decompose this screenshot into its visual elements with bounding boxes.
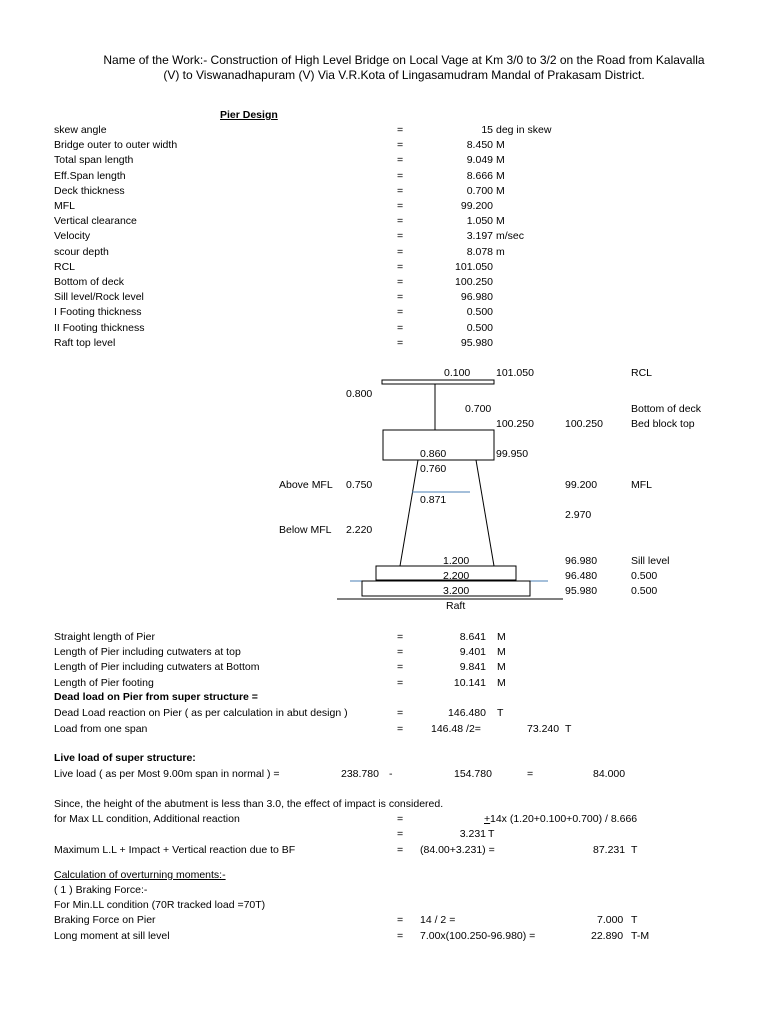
sill-level-label: Sill level (631, 555, 670, 567)
length-equals: = (397, 661, 404, 674)
param-equals: = (397, 215, 404, 228)
param-value: 0.500 (466, 321, 493, 334)
param-equals: = (397, 245, 404, 258)
param-value: 96.980 (460, 291, 493, 304)
bed-level-a: 100.250 (496, 418, 534, 430)
sill-level: 96.980 (565, 555, 598, 567)
length-value: 10.141 (453, 676, 486, 689)
param-value: 9.049 (466, 154, 493, 167)
param-equals: = (397, 184, 404, 197)
param-value: 0.500 (466, 306, 493, 319)
max-ll-value: 87.231 (593, 844, 626, 856)
work-title-line-1: Name of the Work:- Construction of High Level Bridge on Local Vage at Km 3/0 to 3/2 on the Road from Kalavalla (103, 53, 705, 67)
height-2970: 2.970 (565, 509, 592, 521)
param-unit: deg in skew (496, 124, 552, 136)
param-label: Eff.Span length (54, 169, 126, 182)
pier-top-width: 0.760 (420, 463, 447, 475)
footing-1-thickness: 0.500 (631, 570, 658, 582)
param-equals: = (397, 336, 404, 349)
pier-right-face (476, 460, 494, 566)
param-value: 99.200 (460, 200, 493, 212)
param-value: 0.700 (466, 184, 493, 197)
param-equals: = (397, 260, 404, 273)
param-equals: = (397, 321, 404, 334)
param-unit: M (496, 215, 505, 228)
long-moment-expr: 7.00x(100.250-96.980) = (420, 930, 536, 942)
live-load-minus: - (389, 768, 393, 780)
length-equals: = (397, 646, 404, 659)
length-label: Straight length of Pier (54, 631, 155, 643)
length-label: Length of Pier footing (54, 676, 154, 689)
param-value: 101.050 (455, 260, 493, 273)
dead-load-reaction-unit: T (497, 707, 504, 719)
footing-1-level: 96.480 (565, 570, 598, 582)
braking-force-value: 7.000 (597, 914, 624, 926)
pier-base-width: 1.200 (443, 555, 470, 567)
param-value: 1.050 (466, 215, 493, 228)
load-one-span-unit: T (565, 723, 572, 735)
param-label: I Footing thickness (54, 306, 142, 319)
param-value: 15 (481, 124, 493, 136)
long-moment-eq: = (397, 930, 404, 942)
param-label: Vertical clearance (54, 215, 137, 228)
dead-load-heading: Dead load on Pier from super structure = (54, 691, 258, 703)
param-value: 100.250 (455, 276, 493, 288)
braking-force-subheading: ( 1 ) Braking Force:- (54, 884, 148, 896)
param-label: MFL (54, 200, 75, 212)
param-value: 8.666 (466, 169, 493, 182)
param-value: 95.980 (460, 336, 493, 349)
braking-force-eq: = (397, 914, 404, 926)
param-unit: m (496, 245, 505, 258)
param-unit: M (496, 184, 505, 197)
rcl-thickness: 0.100 (444, 367, 471, 379)
param-equals: = (397, 124, 404, 136)
param-label: scour depth (54, 245, 109, 258)
length-unit: M (497, 676, 506, 689)
bed-block-width: 0.860 (420, 448, 447, 460)
dead-load-reaction-label: Dead Load reaction on Pier ( as per calculation in abut design ) (54, 707, 348, 719)
max-ll-label: Maximum L.L + Impact + Vertical reaction due to BF (54, 844, 296, 856)
footing-2-width: 3.200 (443, 585, 470, 597)
length-value: 8.641 (459, 631, 486, 643)
pier-width-at-mfl: 0.871 (420, 494, 447, 506)
max-ll-unit: T (631, 844, 638, 856)
length-value: 9.401 (459, 646, 486, 659)
additional-reaction-eq-2: = (397, 828, 404, 840)
param-value: 8.078 (466, 245, 493, 258)
length-unit: M (497, 646, 506, 659)
pier-left-face (400, 460, 418, 566)
length-equals: = (397, 631, 404, 643)
above-mfl-label: Above MFL (279, 479, 333, 491)
live-load-eq: = (527, 768, 534, 780)
footing-2-level: 95.980 (565, 585, 598, 597)
rcl-level: 101.050 (496, 367, 534, 379)
braking-force-expr: 14 / 2 = (420, 914, 456, 926)
load-one-span-label: Load from one span (54, 723, 148, 735)
load-one-span-value: 73.240 (527, 723, 560, 735)
section-heading: Pier Design (220, 109, 278, 121)
length-unit: M (497, 661, 506, 674)
length-unit: M (497, 631, 506, 643)
max-ll-expr: (84.00+3.231) = (420, 844, 495, 856)
footing-1-width: 2.200 (443, 570, 470, 582)
param-label: Velocity (54, 230, 91, 243)
bottom-of-deck-label: Bottom of deck (631, 403, 702, 415)
bed-block-level: 99.950 (496, 448, 529, 460)
param-label: Raft top level (54, 336, 116, 349)
param-label: RCL (54, 260, 76, 273)
additional-reaction-eq: = (397, 813, 404, 825)
param-equals: = (397, 169, 404, 182)
load-one-span-expr: 146.48 /2= (431, 723, 481, 735)
additional-reaction-value: 3.231 (459, 828, 486, 840)
additional-reaction-unit: T (488, 828, 495, 840)
length-value: 9.841 (459, 661, 486, 674)
param-value: 3.197 (466, 230, 493, 243)
param-equals: = (397, 154, 404, 167)
above-mfl-value: 0.750 (346, 479, 373, 491)
plus-minus-sign: + (484, 813, 491, 825)
overturning-heading: Calculation of overturning moments:- (54, 869, 226, 881)
length-label: Length of Pier including cutwaters at Bottom (54, 661, 260, 674)
param-label: Sill level/Rock level (54, 291, 144, 304)
param-equals: = (397, 291, 404, 304)
additional-reaction-label: for Max LL condition, Additional reaction (54, 813, 240, 825)
param-label: II Footing thickness (54, 321, 145, 334)
param-unit: m/sec (496, 230, 525, 243)
param-label: Bottom of deck (54, 276, 125, 288)
long-moment-value: 22.890 (591, 930, 624, 942)
bed-level-b: 100.250 (565, 418, 603, 430)
param-unit: M (496, 139, 505, 152)
braking-force-label: Braking Force on Pier (54, 914, 156, 926)
param-unit: M (496, 169, 505, 182)
work-title-line-2: (V) to Viswanadhapuram (V) Via V.R.Kota of Lingasamudram Mandal of Prakasam District. (163, 68, 645, 82)
below-mfl-value: 2.220 (346, 524, 373, 536)
live-load-result: 84.000 (593, 768, 626, 780)
dead-load-reaction-value: 146.480 (448, 707, 486, 719)
load-one-span-eq: = (397, 723, 404, 735)
deck-slab-shape (382, 380, 494, 384)
param-label: skew angle (54, 124, 107, 136)
live-load-label: Live load ( as per Most 9.00m span in normal ) = (54, 768, 280, 780)
rcl-label: RCL (631, 367, 653, 379)
impact-note: Since, the height of the abutment is less than 3.0, the effect of impact is considered. (54, 798, 444, 810)
mfl-level: 99.200 (565, 479, 598, 491)
param-unit: M (496, 154, 505, 167)
length-equals: = (397, 676, 404, 689)
param-label: Bridge outer to outer width (54, 139, 178, 152)
deck-thickness-dim: 0.700 (465, 403, 492, 415)
param-equals: = (397, 230, 404, 243)
live-load-v2: 154.780 (454, 768, 492, 780)
braking-force-unit: T (631, 914, 638, 926)
footing-2-thickness: 0.500 (631, 585, 658, 597)
param-equals: = (397, 200, 404, 212)
live-load-heading: Live load of super structure: (54, 752, 196, 764)
additional-reaction-expr: 14x (1.20+0.100+0.700) / 8.666 (490, 813, 638, 825)
long-moment-label: Long moment at sill level (54, 930, 170, 942)
length-label: Length of Pier including cutwaters at top (54, 646, 241, 659)
param-label: Total span length (54, 154, 134, 167)
dead-load-reaction-eq: = (397, 707, 404, 719)
min-ll-condition: For Min.LL condition (70R tracked load =70T) (54, 899, 266, 911)
param-label: Deck thickness (54, 184, 125, 197)
param-value: 8.450 (466, 139, 493, 152)
below-mfl-label: Below MFL (279, 524, 332, 536)
dim-0800: 0.800 (346, 388, 373, 400)
live-load-v1: 238.780 (341, 768, 379, 780)
bed-block-top-label: Bed block top (631, 418, 695, 430)
raft-label: Raft (446, 600, 466, 612)
max-ll-eq: = (397, 844, 404, 856)
mfl-label: MFL (631, 479, 652, 491)
param-equals: = (397, 139, 404, 152)
param-equals: = (397, 306, 404, 319)
long-moment-unit: T-M (631, 930, 650, 942)
param-equals: = (397, 276, 404, 288)
